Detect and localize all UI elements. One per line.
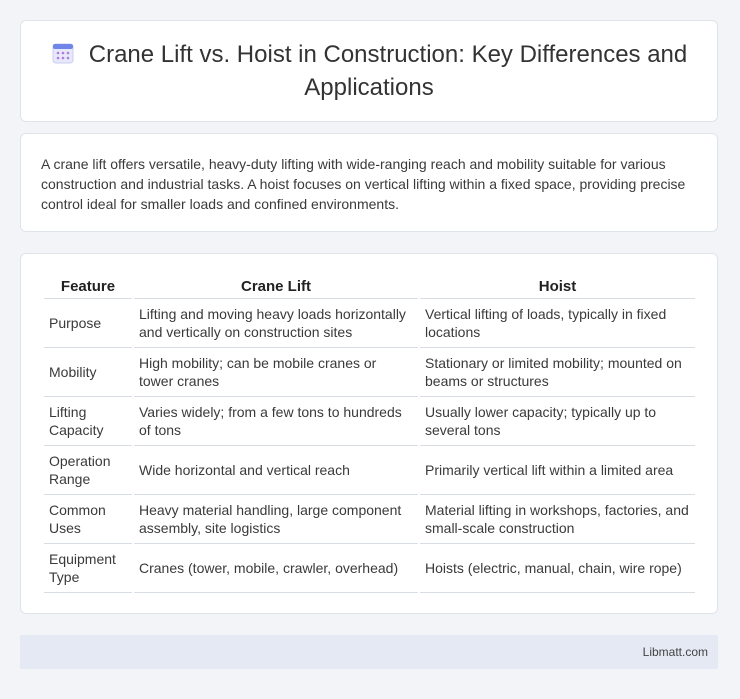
page-title: Crane Lift vs. Hoist in Construction: Key Differences and Applications <box>88 40 688 101</box>
calendar-icon <box>51 41 75 73</box>
comparison-table <box>42 274 697 593</box>
table-row <box>44 397 695 446</box>
header-hoist: Hoist <box>420 274 695 299</box>
intro-text: A crane lift offers versatile, heavy-duty lifting with wide-ranging reach and mobility suitable for various construction and industrial tasks. A hoist focuses on vertical lifting within a fixed space, providing precise control ideal for smaller loads and confined environments. <box>41 156 686 212</box>
row-feature: Mobility <box>44 348 132 397</box>
row-hoist: Stationary or limited mobility; mounted on beams or structures <box>420 348 695 397</box>
row-feature: Purpose <box>44 299 132 348</box>
table-row <box>44 348 695 397</box>
row-crane-lift: Heavy material handling, large component assembly, site logistics <box>134 495 418 544</box>
row-hoist: Usually lower capacity; typically up to several tons <box>420 397 695 446</box>
row-hoist: Hoists (electric, manual, chain, wire rope) <box>420 544 695 593</box>
row-crane-lift: Lifting and moving heavy loads horizontally and vertically on construction sites <box>134 299 418 348</box>
footer-brand-link[interactable]: Libmatt.com <box>642 645 708 659</box>
table-row <box>44 299 695 348</box>
row-feature: Lifting Capacity <box>44 397 132 446</box>
row-feature: Operation Range <box>44 446 132 495</box>
row-hoist: Primarily vertical lift within a limited area <box>420 446 695 495</box>
row-crane-lift: High mobility; can be mobile cranes or tower cranes <box>134 348 418 397</box>
row-feature: Equipment Type <box>44 544 132 593</box>
footer <box>20 635 718 669</box>
header-crane-lift: Crane Lift <box>134 274 418 299</box>
table-row <box>44 446 695 495</box>
row-crane-lift: Wide horizontal and vertical reach <box>134 446 418 495</box>
row-crane-lift: Cranes (tower, mobile, crawler, overhead) <box>134 544 418 593</box>
row-crane-lift: Varies widely; from a few tons to hundreds of tons <box>134 397 418 446</box>
table-row <box>44 544 695 593</box>
page-title-wrap <box>49 40 689 103</box>
header-feature: Feature <box>44 274 132 299</box>
table-header-row <box>44 274 695 299</box>
table-row <box>44 495 695 544</box>
row-feature: Common Uses <box>44 495 132 544</box>
row-hoist: Vertical lifting of loads, typically in fixed locations <box>420 299 695 348</box>
row-hoist: Material lifting in workshops, factories, and small-scale construction <box>420 495 695 544</box>
intro-card <box>20 133 718 232</box>
title-card <box>20 20 718 122</box>
table-card <box>20 253 718 614</box>
